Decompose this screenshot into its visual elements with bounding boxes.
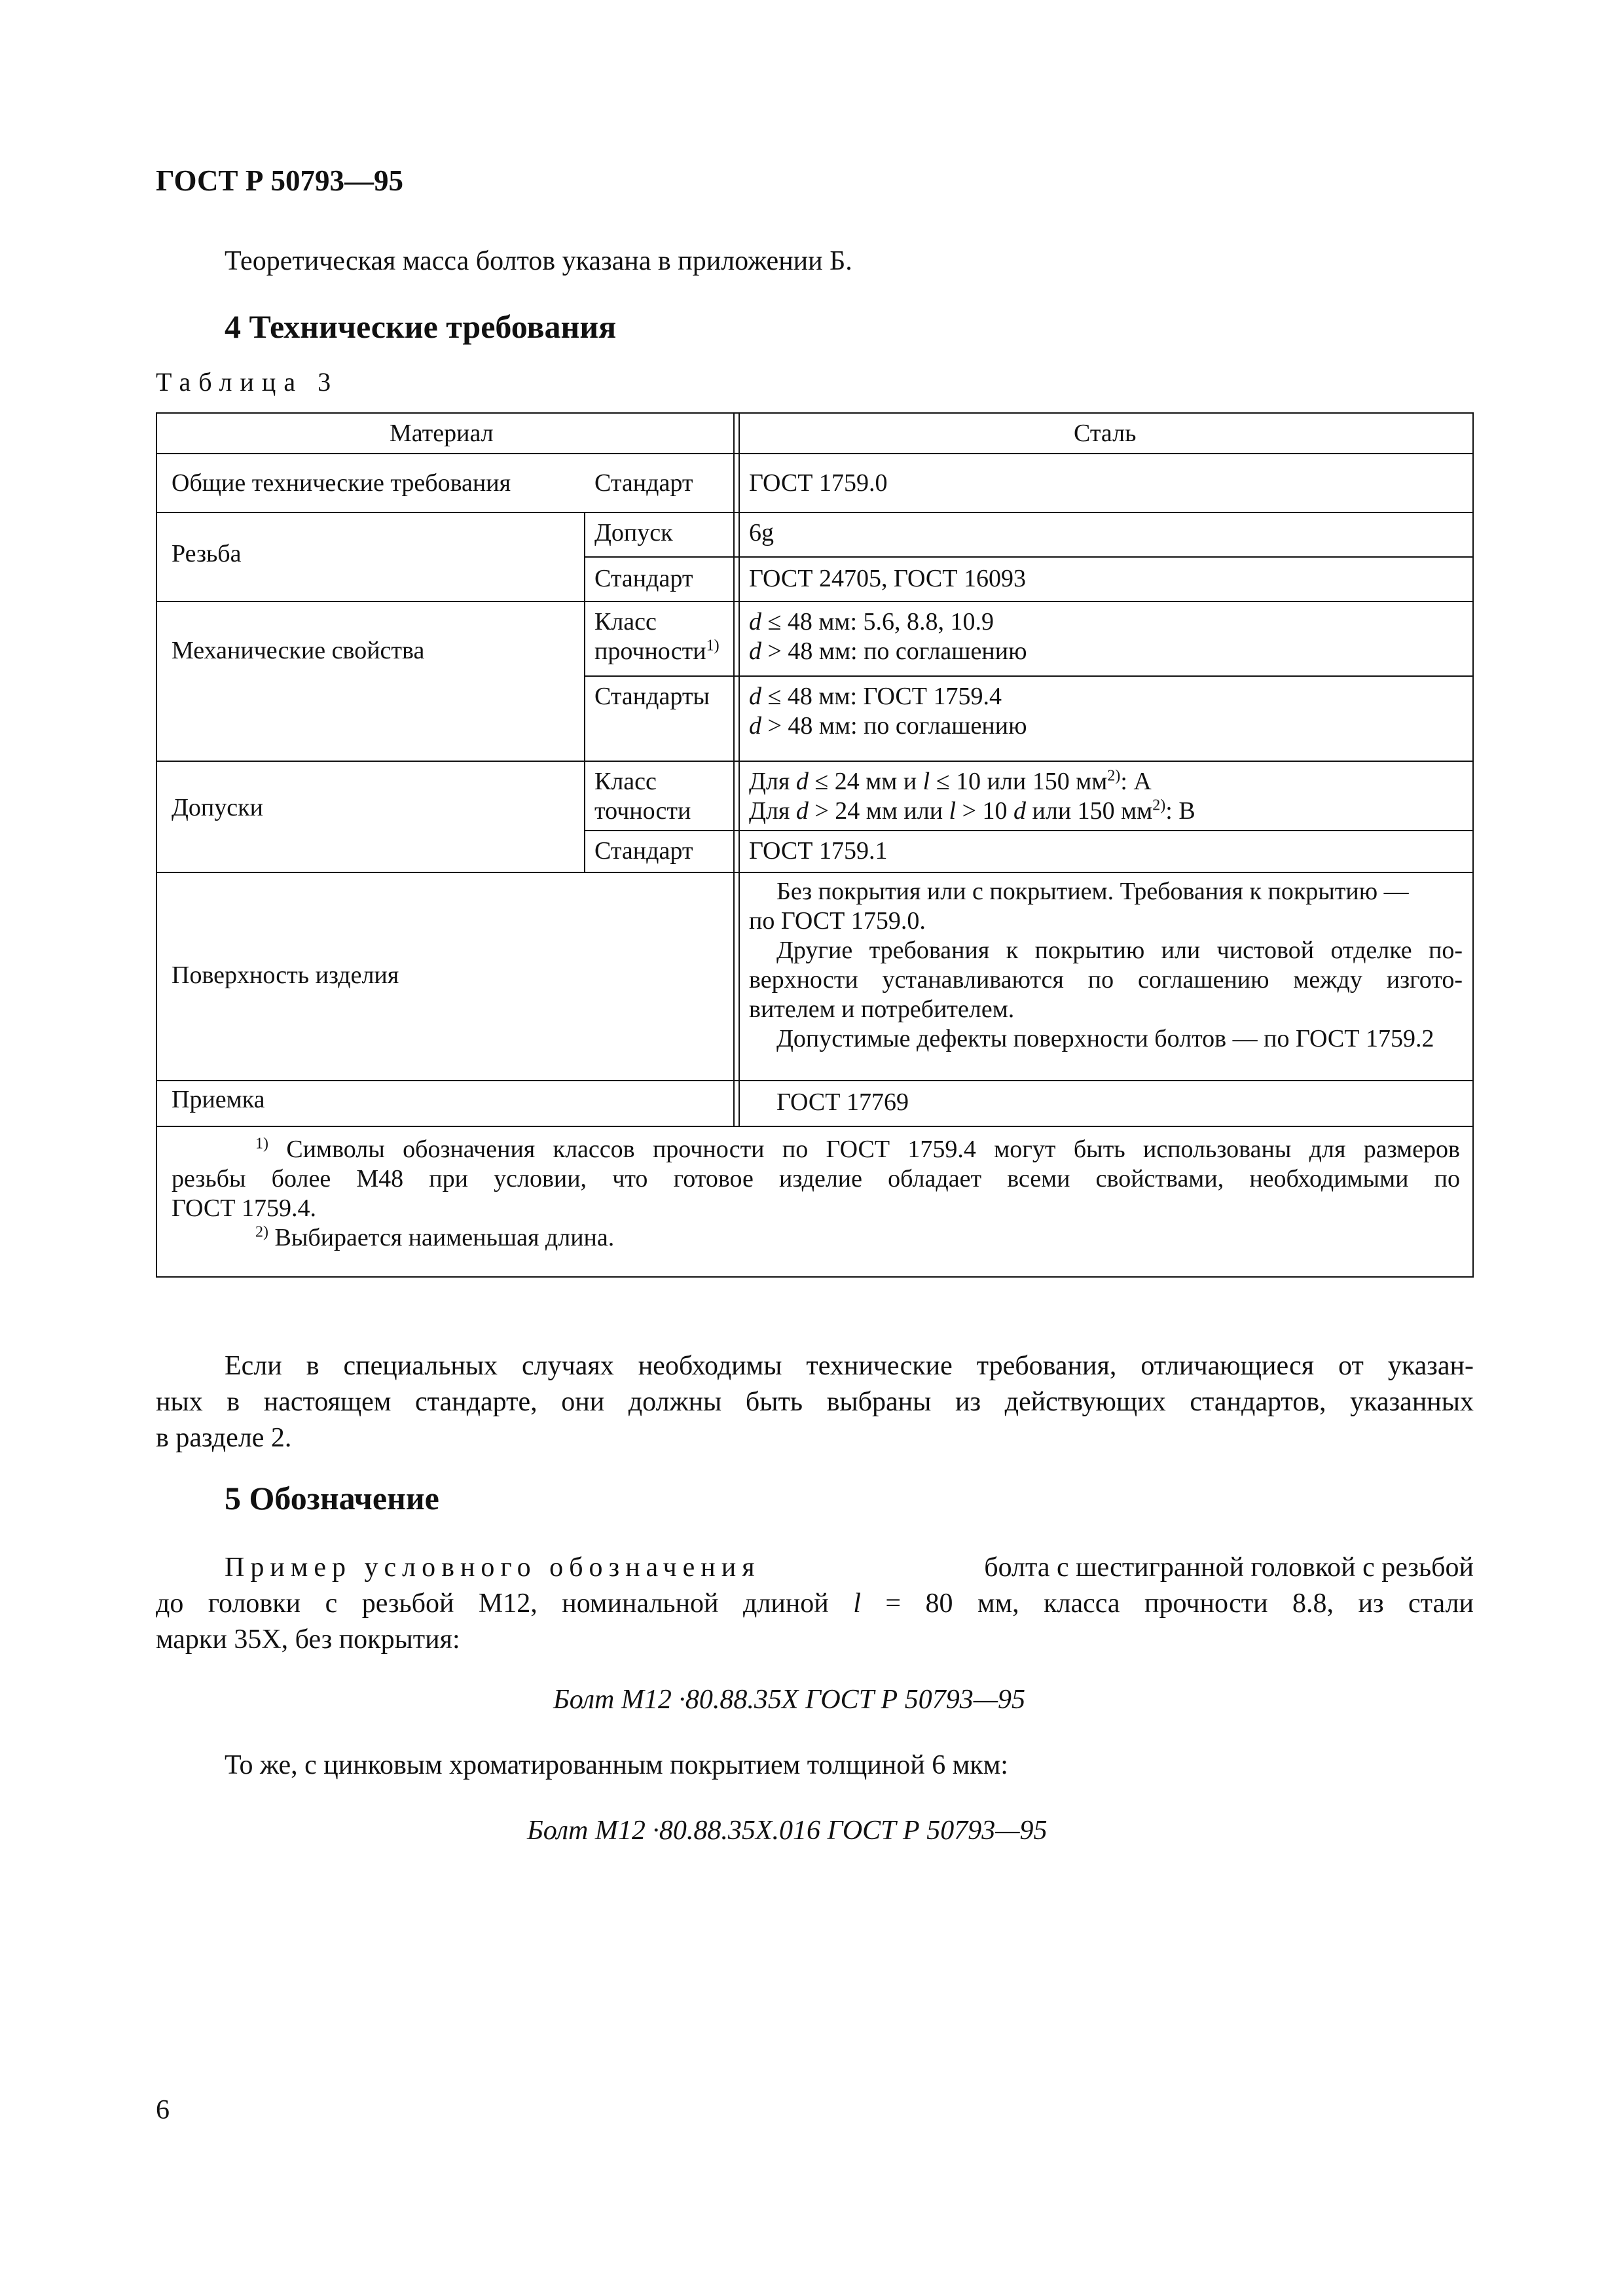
- row-thread-tolerance-label: Допуск: [594, 519, 673, 547]
- table-caption: Таблица 3: [156, 367, 339, 397]
- row-general-value: ГОСТ 1759.0: [749, 469, 888, 497]
- row-thread-standard-value: ГОСТ 24705, ГОСТ 16093: [749, 565, 1026, 592]
- row-mech-class-values: d ≤ 48 мм: 5.6, 8.8, 10.9 d > 48 мм: по соглашению: [749, 608, 1027, 665]
- row-mech-std-values: d ≤ 48 мм: ГОСТ 1759.4 d > 48 мм: по соглашению: [749, 683, 1027, 740]
- document-id: ГОСТ Р 50793—95: [156, 164, 404, 197]
- row-general-sub: Стандарт: [594, 469, 693, 497]
- intro-text: Теоретическая масса болтов указана в приложении Б.: [225, 246, 852, 276]
- row-thread-standard-label: Стандарт: [594, 565, 693, 592]
- section-4-title: 4 Технические требования: [225, 308, 617, 345]
- row-mech-class-label: Класс прочности$^{1)}$: [594, 608, 720, 665]
- row-acceptance-value: ГОСТ 17769: [776, 1088, 909, 1116]
- row-tol-std-label: Стандарт: [594, 837, 693, 865]
- row-tol-class-values: Для d ≤ 24 мм и l ≤ 10 или 150 $мм^{2)}$: А Для d > 24 мм или l > 10 d или 150 $мм^{2)}$: В: [749, 767, 1195, 825]
- row-mech-label: Механические свойства: [172, 637, 425, 664]
- row-thread-label: Резьба: [172, 540, 242, 567]
- page-number: 6: [156, 2095, 170, 2125]
- row-tol-std-value: ГОСТ 1759.1: [749, 837, 888, 865]
- row-general-label: Общие технические требования: [172, 469, 511, 497]
- requirements-table: [156, 412, 1474, 1278]
- section-5-title: 5 Обозначение: [225, 1480, 439, 1516]
- row-acceptance-label: Приемка: [172, 1086, 265, 1113]
- row-tol-label: Допуски: [172, 794, 263, 821]
- row-tol-class-label: Класс точности: [594, 768, 691, 825]
- table-footnotes: $^{1)}$ Символы обозначения классов прочности по ГОСТ 1759.4 могут быть использованы для размеров резьбы более М48 при условии, что готовое изделие обладает всеми свойствами, необходимыми по ГОСТ 1759.4. $^{2)}$ Выбирается наименьшая длина.: [172, 1135, 1460, 1251]
- table-header-steel: Сталь: [1074, 420, 1137, 447]
- row-mech-std-label: Стандарты: [594, 683, 710, 710]
- designation-2: Болт М12 ·80.88.35Х.016 ГОСТ Р 50793—95: [527, 1816, 1048, 1846]
- row-surface-label: Поверхность изделия: [172, 961, 399, 989]
- designation-1: Болт М12 ·80.88.35Х ГОСТ Р 50793—95: [553, 1685, 1026, 1715]
- row-surface-value: Без покрытия или с покрытием. Требования к покрытию — по ГОСТ 1759.0. Другие требования к покрытию или чистовой отделке по- верхности устанавливаются по соглашению между изгото- вителем и потребителем. Допустимые дефекты поверхности болтов — по ГОСТ 1759.2: [749, 878, 1463, 1052]
- row-thread-tolerance-value: 6g: [749, 519, 774, 547]
- same-with-coating-text: То же, с цинковым хроматированным покрытием толщиной 6 мкм:: [225, 1750, 1008, 1780]
- table-header-material: Материал: [390, 420, 494, 447]
- example-paragraph: Пример условного обозначения болта с шестигранной головкой с резьбой до головки с резьбой М12, номинальной длиной l = 80 мм, класса прочности 8.8, из стали марки 35Х, без покрытия:: [156, 1552, 1474, 1655]
- special-cases-paragraph: Если в специальных случаях необходимы технические требования, отличающиеся от указан- ных в настоящем стандарте, они должны быть выбраны из действующих стандартов, указанных в разделе 2.: [156, 1351, 1474, 1453]
